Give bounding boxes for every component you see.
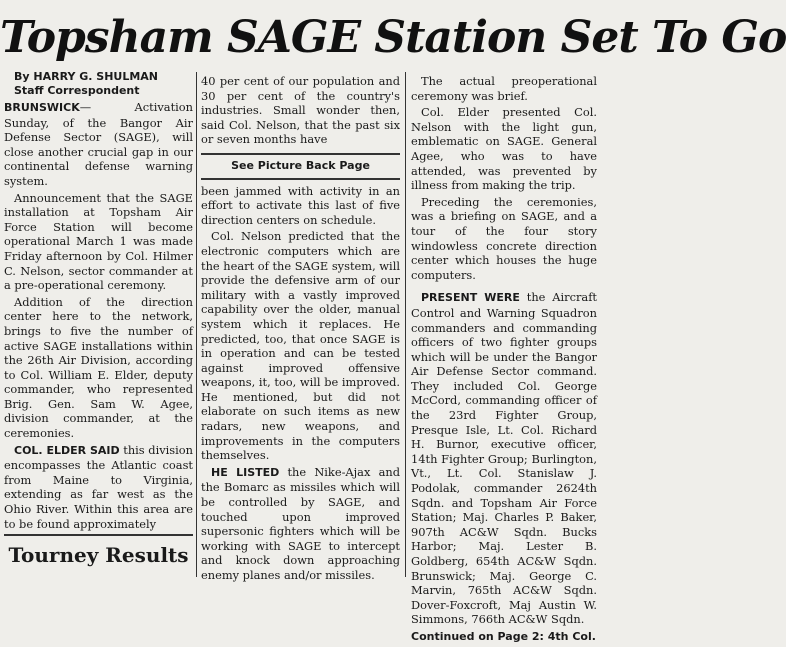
headline: Topsham SAGE Station Set To Go: [0, 12, 786, 63]
paragraph-text: the Nike-Ajax and the Bomarc as missiles which will be controlled by SAGE, and touched upon improved supersonic fighters which will be working with SAGE to intercept and knock down approaching enemy planes and/or missiles.: [201, 464, 400, 582]
paragraph: Announcement that the SAGE installation at Topsham Air Force Station will become operational March 1 was made Friday afternoon by Col. Hilmer C. Nelson, sector commander at a pre-operational ceremony.: [4, 190, 193, 293]
paragraph-text: — Activation Sunday, of the Bangor Air Defense Sector (SAGE), will close another crucial gap in our continental defense warning system.: [4, 100, 193, 188]
paragraph-lead: PRESENT WERE: [421, 291, 520, 305]
paragraph: [411, 290, 597, 627]
byline: By HARRY G. SHULMAN: [14, 70, 159, 83]
paragraph: [201, 465, 400, 583]
column-3: [411, 74, 597, 647]
paragraph: Preceding the ceremonies, was a briefing on SAGE, and a tour of the four story windowless concrete direction center which houses the huge computers.: [411, 194, 597, 282]
paragraph-lead: HE LISTED: [211, 465, 280, 479]
continued-line: [411, 629, 597, 645]
tourney-results-heading: Tourney Results: [4, 534, 193, 576]
dateline: BRUNSWICK: [4, 101, 80, 114]
paragraph-text: the Aircraft Control and Warning Squadron commanders and commanding officers of two fighter groups which will be under the Bangor Air Defense Sector command. They included Col. George McCord, commanding officer of the 23rd Fighter Group, Presque Isle, Lt. Col. Richard H. Burnor, executive officer, 14th Fighter Group; Burlington, Vt., Lt. Col. Stanislaw J. Podolak, commander 2624th Sqdn. and Topsham Air Force Station; Maj. Charles P. Baker, 907th AC&W Sqdn. Bucks Harbor; Maj. Lester B. Goldberg, 654th AC&W Sqdn. Brunswick; Maj. George C. Marvin, 765th AC&W Sqdn. Dover-Foxcroft, Maj Austin W. Simmons, 766th AC&W Sqdn.: [411, 290, 598, 627]
see-picture-box: See Picture Back Page: [201, 153, 400, 180]
paragraph: 40 per cent of our population and 30 per cent of the country's industries. Small wonder then, said Col. Nelson, that the past six or seven months have: [201, 74, 400, 147]
paragraph: been jammed with activity in an effort to activate this last of five direction centers on schedule.: [201, 183, 400, 227]
paragraph: Col. Elder presented Col. Nelson with the light gun, emblematic on SAGE. General Agee, who was to have attended, was prevented by illness from making the trip.: [411, 105, 597, 193]
column-2: [201, 74, 400, 585]
column-rule: [405, 72, 406, 577]
paragraph: The actual preoperational ceremony was brief.: [411, 74, 597, 103]
column-1: [4, 70, 193, 533]
paragraph: Addition of the direction center here to the network, brings to five the number of active SAGE installations within the 26th Air Division, according to Col. William E. Elder, deputy commander, who represented Brig. Gen. Sam W. Agee, division commander, at the ceremonies.: [4, 294, 193, 441]
paragraph-lead: COL. ELDER SAID: [14, 443, 120, 457]
column-rule: [196, 72, 197, 577]
staff-line: Staff Correspondent: [14, 84, 140, 97]
paragraph: [4, 100, 193, 189]
paragraph: Col. Nelson predicted that the electronic computers which are the heart of the SAGE system, will provide the defensive arm of our military with a vastly improved capability over the older, manual system which it replaces. He predicted, too, that once SAGE is in operation and can be tested against improved offensive weapons, it, too, will be improved. He mentioned, but did not elaborate on such items as new radars, new weapons, and improvements in the computers themselves.: [201, 229, 400, 463]
paragraph-text: this division encompasses the Atlantic coast from Maine to Virginia, extending as far west as the Ohio River. Within this area are to be found approximately: [4, 442, 193, 531]
continued-text: Continued on Page 2: 4th Col.: [411, 629, 596, 643]
paragraph: [4, 443, 193, 532]
